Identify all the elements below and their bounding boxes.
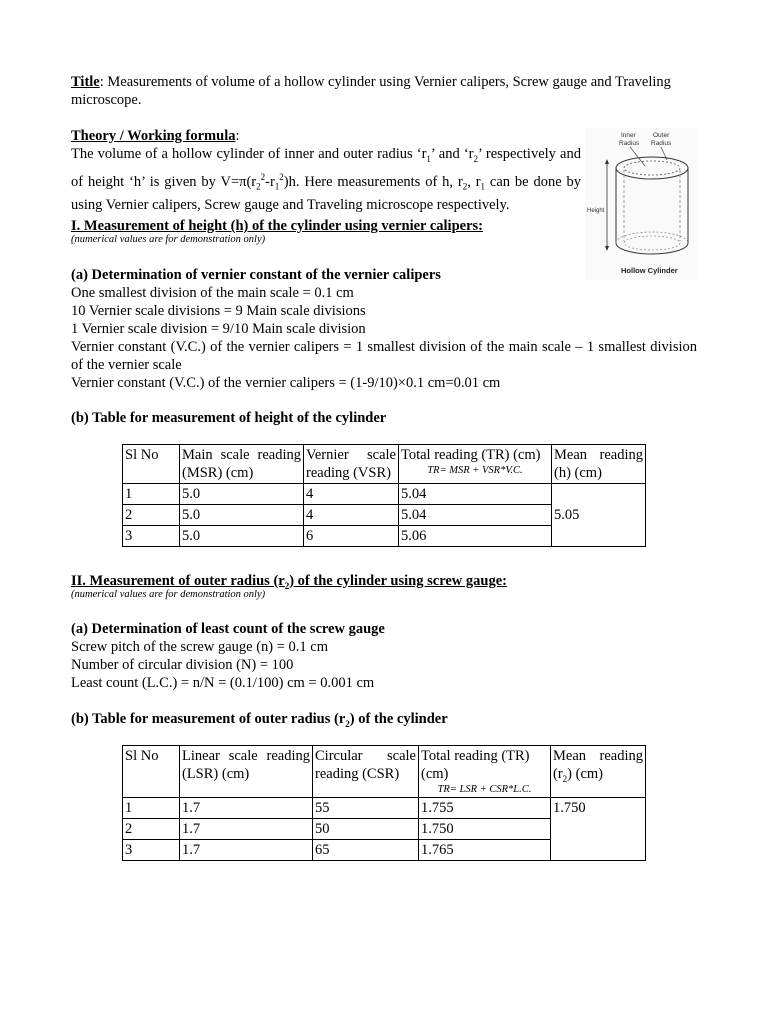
height-label: Height: [587, 208, 605, 214]
vc-line-3: 1 Vernier scale division = 9/10 Main scale division: [71, 321, 366, 337]
cell: 65: [313, 840, 419, 861]
outer-radius-label-2: Radius: [651, 140, 672, 147]
table-header-row: [123, 445, 646, 484]
cell: 4: [304, 505, 399, 526]
cell: 5.0: [180, 505, 304, 526]
cell: 1.7: [180, 819, 313, 840]
table-header-row: [123, 746, 646, 798]
height-table: [122, 444, 646, 547]
cell: 55: [313, 798, 419, 819]
cell: 3: [123, 526, 180, 547]
header-mean-end: ) (cm): [567, 766, 603, 782]
cell: 5.0: [180, 484, 304, 505]
theory-heading: Theory / Working formula: [71, 128, 236, 144]
header-mean-sub: 2: [562, 773, 568, 784]
header-mean: Mean reading (h) (cm): [552, 445, 646, 484]
section2-sub-b-b: ) of the cylinder: [349, 711, 448, 727]
header-csr: Circular scale reading (CSR): [313, 746, 419, 798]
mean-height-cell: 5.05: [552, 484, 646, 547]
header-vsr: Vernier scale reading (VSR): [304, 445, 399, 484]
header-tr: [419, 746, 551, 798]
r2-sub-c: 2: [462, 181, 468, 192]
header-mean-a: Mean reading (r: [553, 748, 643, 782]
r1-sub-c: 1: [480, 181, 486, 192]
theory-text-4: -r: [265, 173, 275, 190]
cell: 1: [123, 484, 180, 505]
theory-text-1: The volume of a hollow cylinder of inner and outer radius ‘r: [71, 146, 427, 162]
theory-colon: :: [235, 128, 240, 144]
cell: 1.755: [419, 798, 551, 819]
figure-caption: Hollow Cylinder: [621, 266, 678, 275]
section2-sub-b: [71, 710, 697, 733]
section2-note: (numerical values are for demonstration only): [71, 589, 266, 600]
cell: 4: [304, 484, 399, 505]
section1-sub-a: (a) Determination of vernier constant of the vernier calipers: [71, 267, 441, 283]
section1-sub-b: (b) Table for measurement of height of the cylinder: [71, 410, 387, 426]
r2-sub: 2: [473, 153, 478, 164]
theory-text-6: , r: [467, 173, 481, 190]
title-paragraph: [71, 73, 697, 109]
inner-radius-label-2: Radius: [619, 140, 640, 147]
section1-heading: I. Measurement of height (h) of the cylinder using vernier calipers:: [71, 218, 483, 234]
cell: 6: [304, 526, 399, 547]
section2-heading-sub: 2: [284, 580, 290, 591]
header-mean: [551, 746, 646, 798]
cell: 2: [123, 505, 180, 526]
lc-line-3: Least count (L.C.) = n/N = (0.1/100) cm = 0.001 cm: [71, 675, 375, 691]
r2-sub-b: 2: [256, 181, 261, 192]
section1-note-paren: (: [71, 234, 75, 245]
lc-line-2: Number of circular division (N) = 100: [71, 657, 294, 673]
tr-formula: TR= LSR + CSR*L.C.: [437, 784, 532, 795]
theory-text-5: )h. Here measurements of h, r: [283, 173, 463, 190]
section2-heading-a: II. Measurement of outer radius (r: [71, 573, 285, 589]
r1-sub-b: 1: [274, 181, 280, 192]
title-label: Title: [71, 74, 100, 90]
section1-note: [71, 233, 697, 247]
radius-table: [122, 745, 646, 861]
cell: 1.750: [419, 819, 551, 840]
tr-formula: TR= MSR + VSR*V.C.: [427, 465, 523, 476]
cell: 2: [123, 819, 180, 840]
cell: 5.0: [180, 526, 304, 547]
cell: 1.765: [419, 840, 551, 861]
mean-radius-cell: 1.750: [551, 798, 646, 861]
sq-sup-b: 2: [279, 171, 284, 182]
hollow-cylinder-figure: [585, 128, 697, 280]
header-sl-no: Sl No: [123, 746, 180, 798]
cell: 1.7: [180, 798, 313, 819]
section2-sub-b-a: (b) Table for measurement of outer radius (r: [71, 711, 346, 727]
section2-sub-b-sub: 2: [345, 718, 350, 729]
vc-definition: Vernier constant (V.C.) of the vernier calipers = 1 smallest division of the main scale – 1 smallest division of the vernier scale: [71, 339, 697, 373]
inner-radius-label-1: Inner: [621, 132, 636, 139]
cell: 50: [313, 819, 419, 840]
cell: 3: [123, 840, 180, 861]
theory-paragraph: [71, 145, 581, 214]
header-tr-text: Total reading (TR) (cm): [401, 447, 541, 463]
cell: 5.04: [399, 484, 552, 505]
vc-line-2: 10 Vernier scale divisions = 9 Main scale divisions: [71, 303, 366, 319]
cell: 5.06: [399, 526, 552, 547]
cell: 1: [123, 798, 180, 819]
header-lsr: Linear scale reading (LSR) (cm): [180, 746, 313, 798]
header-tr-text: Total reading (TR) (cm): [421, 748, 530, 782]
vc-calculation: Vernier constant (V.C.) of the vernier calipers = (1-9/10)×0.1 cm=0.01 cm: [71, 375, 501, 391]
sq-sup: 2: [260, 171, 266, 182]
theory-text-2: ’ and ‘r: [430, 146, 474, 162]
r1-sub: 1: [426, 153, 431, 164]
outer-radius-label-1: Outer: [653, 132, 670, 139]
theory-text-7: can be done by using Vernier calipers, Screw gauge and Traveling microscope respectively.: [71, 173, 582, 213]
table-row: [123, 798, 646, 819]
section2-heading-b: ) of the cylinder using screw gauge:: [289, 573, 507, 589]
section2-sub-a: (a) Determination of least count of the screw gauge: [71, 621, 385, 637]
table-row: [123, 484, 646, 505]
cell: 1.7: [180, 840, 313, 861]
vc-line-1: One smallest division of the main scale = 0.1 cm: [71, 285, 354, 301]
section1-note-text: numerical values are for demonstration only): [74, 234, 266, 245]
theory-text-3: ’ respectively and of height ‘h’ is given by V=π(r: [71, 146, 581, 190]
header-msr: Main scale reading (MSR) (cm): [180, 445, 304, 484]
header-sl-no: Sl No: [123, 445, 180, 484]
cell: 5.04: [399, 505, 552, 526]
title-text: : Measurements of volume of a hollow cylinder using Vernier calipers, Screw gauge and Traveling microscope.: [71, 74, 671, 108]
lc-line-1: Screw pitch of the screw gauge (n) = 0.1 cm: [71, 639, 329, 655]
header-tr: [399, 445, 552, 484]
